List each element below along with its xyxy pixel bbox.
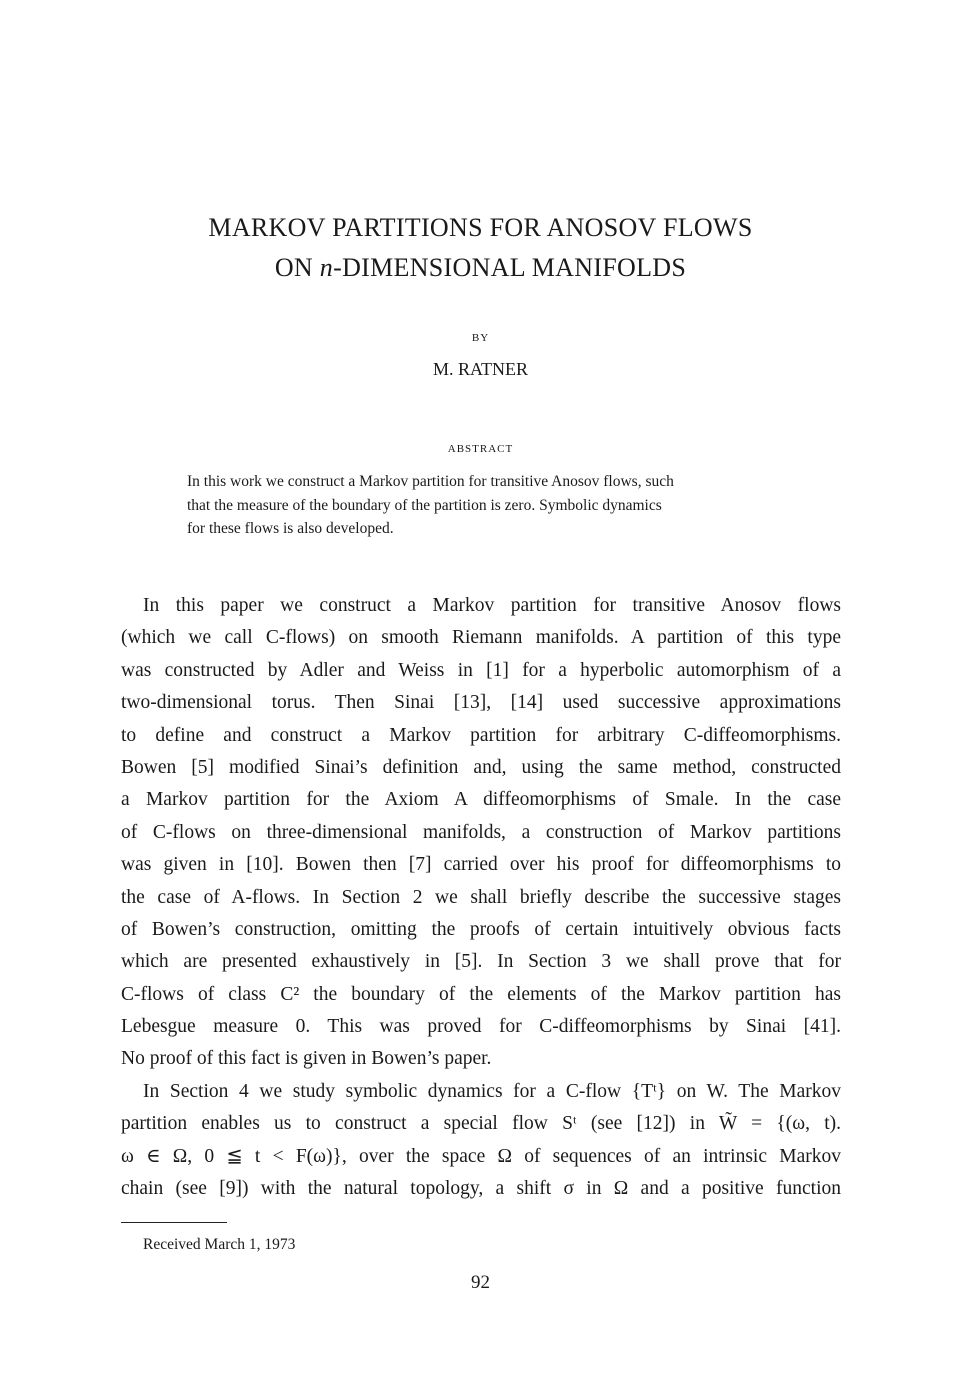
body-line: of C-flows on three-dimensional manifolds, a construction of Markov partitions bbox=[121, 821, 841, 843]
title-line-2-prefix: ON bbox=[274, 253, 320, 282]
body-line: Bowen [5] modified Sinai’s definition and, using the same method, constructed bbox=[121, 756, 841, 778]
title-line-2-suffix: -DIMENSIONAL MANIFOLDS bbox=[333, 253, 687, 282]
body-line: a Markov partition for the Axiom A diffeomorphisms of Smale. In the case bbox=[121, 789, 841, 811]
title-line-2-italic: n bbox=[319, 253, 334, 282]
body-line: to define and construct a Markov partition for arbitrary C-diffeomorphisms. bbox=[121, 724, 841, 746]
paper-title bbox=[0, 208, 961, 288]
body-text bbox=[121, 590, 841, 1205]
body-line: In this paper we construct a Markov partition for transitive Anosov flows bbox=[143, 595, 841, 616]
body-line: which are presented exhaustively in [5]. In Section 3 we shall prove that for bbox=[121, 951, 841, 973]
author-name: M. RATNER bbox=[432, 359, 528, 379]
title-line-1: MARKOV PARTITIONS FOR ANOSOV FLOWS bbox=[208, 213, 753, 242]
body-line: In Section 4 we study symbolic dynamics for a C-flow {Tᵗ} on W. The Markov bbox=[143, 1080, 841, 1102]
abstract-heading: ABSTRACT bbox=[447, 443, 514, 455]
body-line: of Bowen’s construction, omitting the proofs of certain intuitively obvious facts bbox=[121, 918, 841, 940]
footnote: Received March 1, 1973 bbox=[143, 1236, 296, 1253]
body-line: (which we call C-flows) on smooth Riemann manifolds. A partition of this type bbox=[121, 627, 841, 649]
body-line: partition enables us to construct a special flow Sᵗ (see [12]) in W̃ = {(ω, t). bbox=[121, 1113, 841, 1135]
title-line-2 bbox=[0, 248, 961, 288]
footnote-rule bbox=[121, 1222, 227, 1223]
abstract-line: In this work we construct a Markov partition for transitive Anosov flows, such bbox=[187, 473, 674, 490]
abstract-line: that the measure of the boundary of the partition is zero. Symbolic dynamics bbox=[187, 496, 662, 514]
body-line: was given in [10]. Bowen then [7] carried over his proof for diffeomorphisms to bbox=[121, 854, 841, 876]
body-line: ω ∈ Ω, 0 ≦ t < F(ω)}, over the space Ω of sequences of an intrinsic Markov bbox=[121, 1145, 841, 1167]
body-line: No proof of this fact is given in Bowen’s paper. bbox=[121, 1048, 492, 1070]
body-line: C-flows of class C² the boundary of the elements of the Markov partition has bbox=[121, 983, 841, 1005]
body-line: the case of A-flows. In Section 2 we shall briefly describe the successive stages bbox=[121, 886, 841, 908]
body-line: two-dimensional torus. Then Sinai [13], [14] used successive approximations bbox=[121, 692, 841, 714]
body-line: was constructed by Adler and Weiss in [1] for a hyperbolic automorphism of a bbox=[121, 659, 841, 681]
by-label: BY bbox=[471, 332, 490, 344]
body-line: Lebesgue measure 0. This was proved for C-diffeomorphisms by Sinai [41]. bbox=[121, 1016, 841, 1038]
abstract-text bbox=[187, 470, 773, 541]
body-line: chain (see [9]) with the natural topology, a shift σ in Ω and a positive function bbox=[121, 1178, 841, 1200]
page-number: 92 bbox=[471, 1272, 490, 1293]
abstract-line: for these flows is also developed. bbox=[187, 520, 394, 537]
